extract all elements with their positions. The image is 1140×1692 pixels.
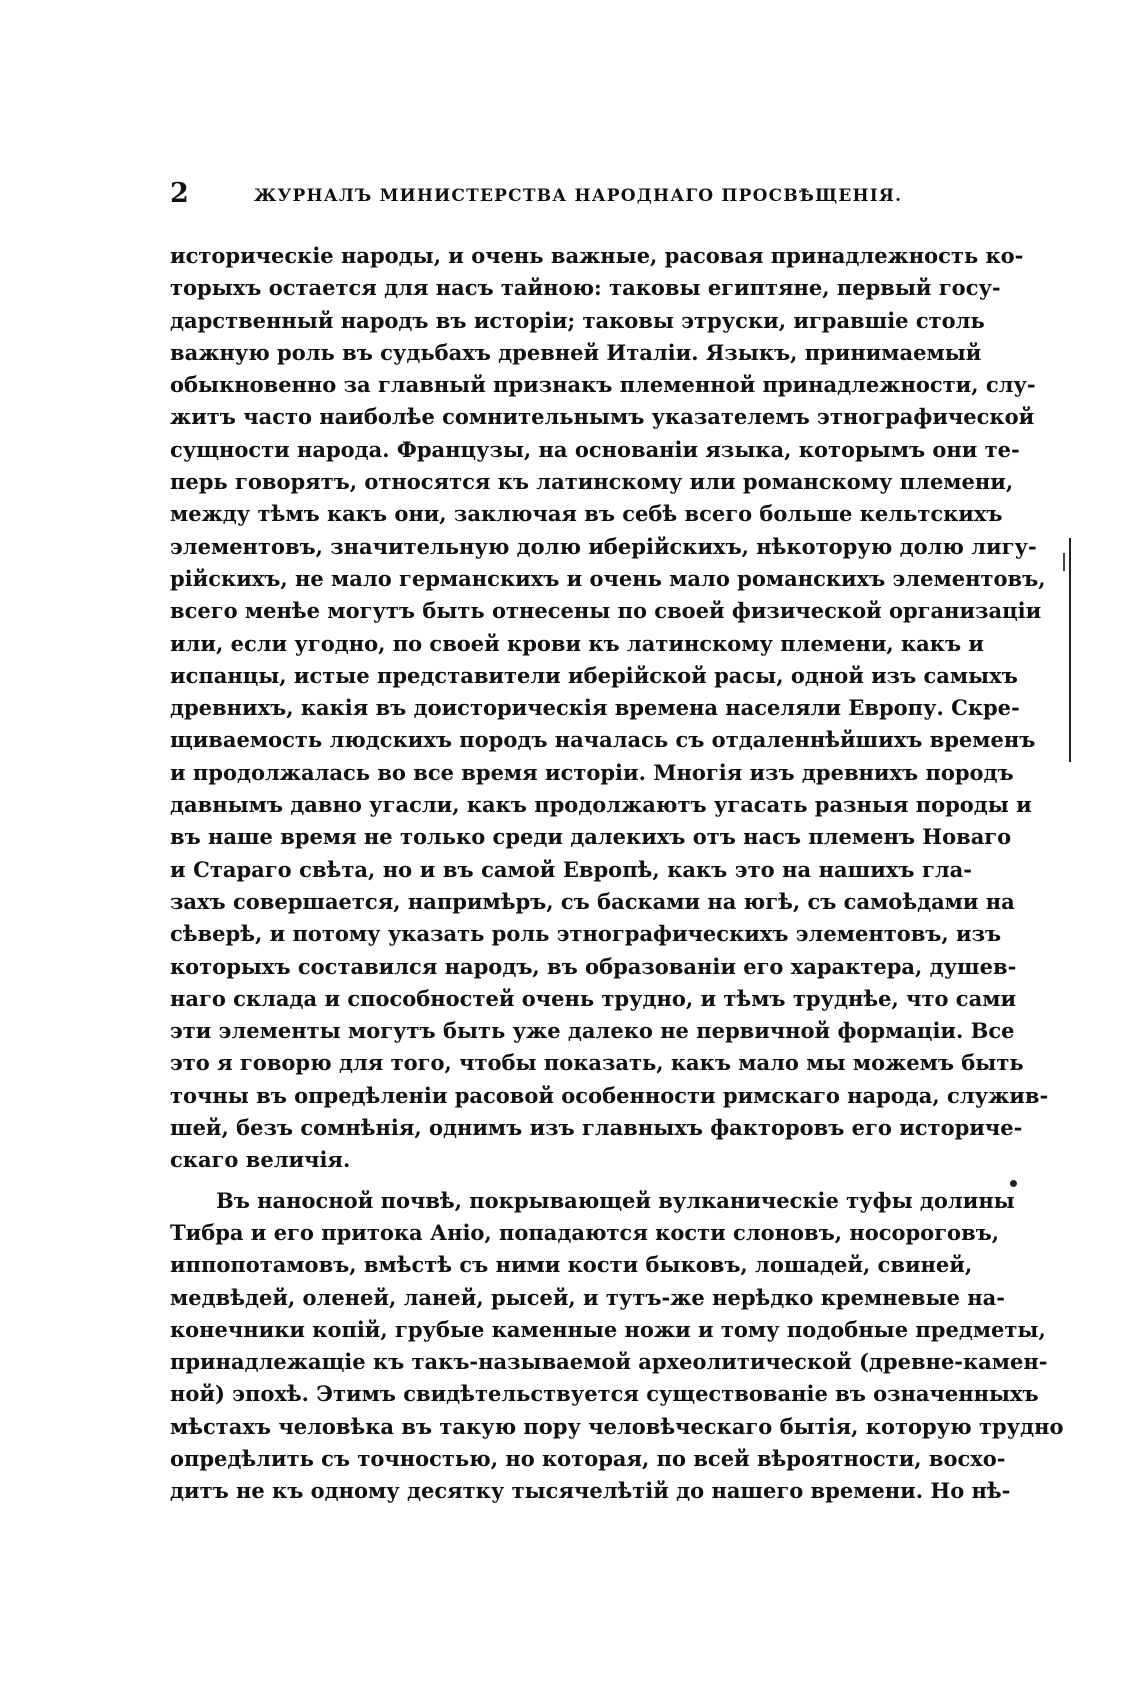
- paragraph-gap: [170, 1177, 972, 1185]
- text-line: сущности народа. Французы, на основаніи языка, которымъ они те-: [170, 436, 1020, 462]
- text-line: Въ наносной почвѣ, покрывающей вулканическіе туфы долины: [216, 1187, 1015, 1213]
- text-line: ной) эпохѣ. Этимъ свидѣтельствуется существованіе въ означенныхъ: [170, 1381, 1039, 1407]
- text-line: въ наше время не только среди далекихъ отъ насъ племенъ Новаго: [170, 824, 1012, 850]
- body-text: [170, 240, 1064, 1508]
- text-line: и продолжалась во все время исторіи. Многія изъ древнихъ породъ: [170, 759, 1014, 785]
- text-line: историческіе народы, и очень важные, расовая принадлежность ко-: [170, 243, 1024, 268]
- text-line: торыхъ остается для насъ тайною: таковы египтяне, первый госу-: [170, 275, 1001, 301]
- text-line: и Стараго свѣта, но и въ самой Европѣ, какъ это на нашихъ гла-: [170, 856, 972, 882]
- text-line: элементовъ, значительную долю иберійскихъ, нѣкоторую долю лигу-: [170, 533, 1037, 559]
- text-line: мѣстахъ человѣка въ такую пору человѣческаго бытія, которую трудно: [170, 1413, 1064, 1439]
- page-header: [170, 178, 970, 228]
- paragraph-1: [170, 240, 1049, 1177]
- text-line: захъ совершается, напримѣръ, съ басками на югѣ, съ самоѣдами на: [170, 888, 1015, 914]
- text-line: дарственный народъ въ исторіи; таковы этруски, игравшіе столь: [170, 307, 985, 333]
- text-line: конечники копій, грубые каменные ножи и тому подобные предметы,: [170, 1316, 1046, 1342]
- text-line: точны въ опредѣленіи расовой особенности римскаго народа, служив-: [170, 1082, 1049, 1108]
- text-line: или, если угодно, по своей крови къ латинскому племени, какъ и: [170, 630, 984, 656]
- text-line: перь говорятъ, относятся къ латинскому или романскому племени,: [170, 469, 1014, 495]
- text-line: обыкновенно за главный признакъ племенной принадлежности, слу-: [170, 372, 1036, 398]
- text-line: это я говорю для того, чтобы показать, какъ мало мы можемъ быть: [170, 1050, 1024, 1076]
- text-line: рійскихъ, не мало германскихъ и очень мало романскихъ элементовъ,: [170, 565, 1046, 591]
- text-line: важную роль въ судьбахъ древней Италіи. Языкъ, принимаемый: [170, 339, 982, 365]
- text-line: между тѣмъ какъ они, заключая въ себѣ всего больше кельтскихъ: [170, 501, 1003, 527]
- text-line: древнихъ, какія въ доисторическія времена населяли Европу. Скре-: [170, 695, 1020, 721]
- text-line: всего менѣе могутъ быть отнесены по своей физической организаціи: [170, 598, 1042, 624]
- margin-dot: [1010, 1180, 1017, 1187]
- paragraph-2: [170, 1185, 1064, 1508]
- text-line: эти элементы могутъ быть уже далеко не первичной формаціи. Все: [170, 1018, 1015, 1044]
- running-title: ЖУРНАЛЪ МИНИСТЕРСТВА НАРОДНАГО ПРОСВѢЩЕНІЯ.: [254, 186, 903, 206]
- text-line: щиваемость людскихъ породъ началась съ отдаленнѣйшихъ временъ: [170, 727, 1036, 753]
- text-line: медвѣдей, оленей, ланей, рысей, и тутъ-же нерѣдко кремневые на-: [170, 1284, 1005, 1310]
- text-line: которыхъ составился народъ, въ образованіи его характера, душев-: [170, 953, 1017, 979]
- text-line: давнымъ давно угасли, какъ продолжаютъ угасать разныя породы и: [170, 792, 1032, 818]
- text-line: шей, безъ сомнѣнія, однимъ изъ главныхъ факторовъ его историче-: [170, 1115, 1023, 1141]
- margin-tick: [1063, 553, 1065, 571]
- text-line: принадлежащіе къ такъ-называемой археолитической (древне-камен-: [170, 1349, 1048, 1375]
- page-number: 2: [170, 178, 189, 209]
- text-line: опредѣлить съ точностью, но которая, по всей вѣроятности, восхо-: [170, 1445, 1006, 1471]
- text-line: сѣверѣ, и потому указать роль этнографическихъ элементовъ, изъ: [170, 921, 1002, 947]
- text-line: скаго величія.: [170, 1147, 351, 1173]
- text-line: испанцы, истые представители иберійской расы, одной изъ самыхъ: [170, 662, 1018, 688]
- text-line: Тибра и его притока Аніо, попадаются кости слоновъ, носороговъ,: [170, 1219, 1000, 1245]
- text-line: наго склада и способностей очень трудно, и тѣмъ труднѣе, что сами: [170, 985, 1017, 1011]
- text-line: дитъ не къ одному десятку тысячелѣтій до нашего времени. Но нѣ-: [170, 1478, 1011, 1504]
- text-line: иппопотамовъ, вмѣстѣ съ ними кости быковъ, лошадей, свиней,: [170, 1252, 973, 1278]
- text-line: житъ часто наиболѣе сомнительнымъ указателемъ этнографической: [170, 404, 1035, 430]
- margin-rule: [1069, 538, 1071, 762]
